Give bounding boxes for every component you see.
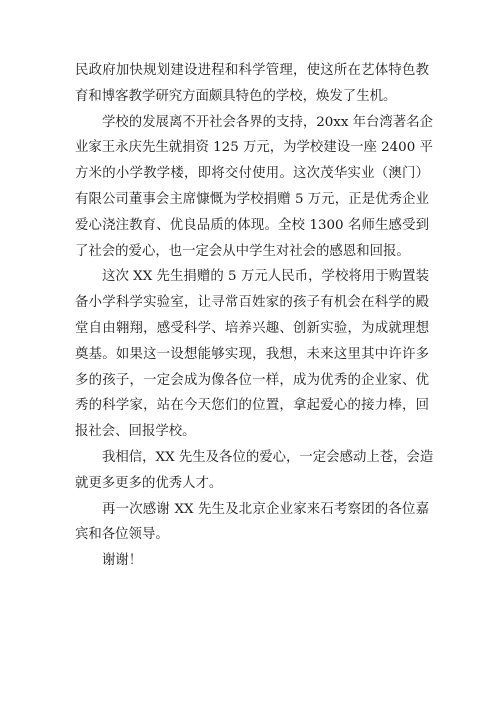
paragraph-5-line-2: 宾和各位领导。 — [75, 527, 169, 543]
paragraph-3-line-4: 奠基。如果这一设想能够实现，我想，未来这里其中许许多 — [75, 346, 429, 362]
paragraph-2-line-6: 了社会的爱心，也一定会从中学生对社会的感恩和回报。 — [75, 243, 410, 259]
paragraph-2-line-4: 有限公司董事会主席慷慨为学校捐赠 5 万元，正是优秀企业 — [75, 191, 429, 207]
paragraph-3-line-2: 备小学科学实验室，让寻常百姓家的孩子有机会在科学的殿 — [75, 295, 429, 311]
paragraph-2-line-1: 学校的发展离不开社会各界的支持，20xx 年台湾著名企 — [102, 114, 433, 130]
paragraph-3-line-5: 多的孩子，一定会成为像各位一样，成为优秀的企业家、优 — [75, 372, 429, 388]
paragraph-1-line-2: 育和博客教学研究方面颇具特色的学校，焕发了生机。 — [75, 88, 397, 104]
paragraph-3-line-3: 堂自由翱翔，感受科学、培养兴趣、创新实验，为成就理想 — [75, 320, 429, 336]
paragraph-4-line-2: 就更多更多的优秀人才。 — [75, 475, 223, 491]
paragraph-3-line-1: 这次 XX 先生捐赠的 5 万元人民币，学校将用于购置装 — [102, 269, 429, 285]
paragraph-5-line-1: 再一次感谢 XX 先生及北京企业家来石考察团的各位嘉 — [102, 501, 429, 517]
paragraph-2-line-2: 业家王永庆先生就捐资 125 万元，为学校建设一座 2400 平 — [75, 140, 433, 156]
document-body — [75, 58, 434, 574]
paragraph-2-line-5: 爱心浇注教育、优良品质的体现。全校 1300 名师生感受到 — [75, 217, 429, 233]
closing-thanks: 谢谢！ — [102, 553, 143, 569]
paragraph-4-line-1: 我相信，XX 先生及各位的爱心，一定会感动上苍，会造 — [102, 449, 434, 465]
paragraph-2-line-3: 方米的小学教学楼，即将交付使用。这次茂华实业（澳门） — [75, 166, 429, 182]
paragraph-3-line-7: 报社会、回报学校。 — [75, 424, 196, 440]
paragraph-1-line-1: 民政府加快规划建设进程和科学管理，使这所在艺体特色教 — [75, 63, 429, 78]
paragraph-3-line-6: 秀的科学家，站在今天您们的位置，拿起爱心的接力棒，回 — [75, 398, 429, 414]
